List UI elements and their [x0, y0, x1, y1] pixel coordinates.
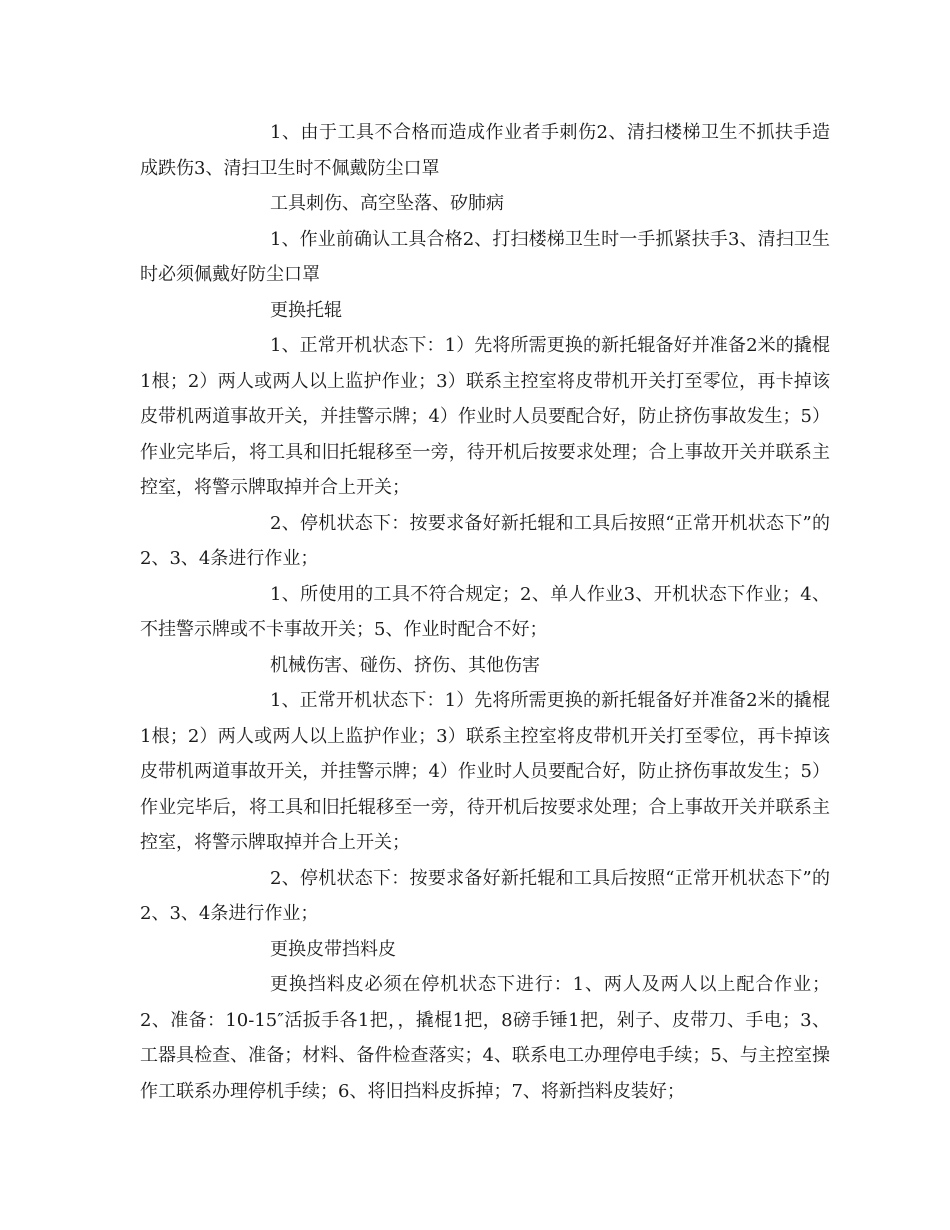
paragraph-running-state-procedure: 1、正常开机状态下：1）先将所需更换的新托辊备好并准备2米的撬棍1根；2）两人或两人以上监护作业；3）联系主控室将皮带机开关打至零位，再卡掉该皮带机两道事故开关，并挂警示牌；4）作业时人员要配合好，防止挤伤事故发生；5）作业完毕后，将工具和旧托辊移至一旁，待开机后按要求处理；合上事故开关并联系主控室，将警示牌取掉并合上开关； — [140, 335, 830, 498]
paragraph-running-state-procedure-repeat: 1、正常开机状态下：1）先将所需更换的新托辊备好并准备2米的撬棍1根；2）两人或两人以上监护作业；3）联系主控室将皮带机开关打至零位，再卡掉该皮带机两道事故开关，并挂警示牌；4）作业时人员要配合好，防止挤伤事故发生；5）作业完毕后，将工具和旧托辊移至一旁，待开机后按要求处理；合上事故开关并联系主控室，将警示牌取掉并合上开关； — [140, 690, 830, 853]
section-heading-replace-skirt-rubber: 更换皮带挡料皮 — [270, 938, 396, 960]
section-heading-replace-roller: 更换托辊 — [270, 299, 342, 321]
paragraph-hazard-types: 工具刺伤、高空坠落、矽肺病 — [270, 193, 504, 214]
paragraph-hazard-causes: 1、由于工具不合格而造成作业者手刺伤2、清扫楼梯卫生不抓扶手造成跌伤3、清扫卫生时不佩戴防尘口罩 — [140, 122, 830, 179]
paragraph-risk-factors: 1、所使用的工具不符合规定；2、单人作业3、开机状态下作业；4、不挂警示牌或不卡事故开关；5、作业时配合不好； — [140, 583, 830, 640]
paragraph-skirt-replacement-steps: 更换挡料皮必须在停机状态下进行：1、两人及两人以上配合作业；2、准备：10-15″活扳手各1把，，撬棍1把，8磅手锤1把，剁子、皮带刀、手电；3、工器具检查、准备；材料、备件检查落实；4、联系电工办理停电手续；5、与主控室操作工联系办理停机手续；6、将旧挡料皮拆掉；7、将新挡料皮装好； — [140, 974, 830, 1102]
paragraph-stopped-state-procedure: 2、停机状态下：按要求备好新托辊和工具后按照“正常开机状态下”的2、3、4条进行作业； — [140, 512, 830, 569]
paragraph-preventive-measures: 1、作业前确认工具合格2、打扫楼梯卫生时一手抓紧扶手3、清扫卫生时必须佩戴好防尘口罩 — [140, 228, 830, 285]
paragraph-injury-types: 机械伤害、碰伤、挤伤、其他伤害 — [270, 654, 540, 676]
paragraph-stopped-state-procedure-repeat: 2、停机状态下：按要求备好新托辊和工具后按照“正常开机状态下”的2、3、4条进行作业； — [140, 867, 830, 924]
document-body — [140, 115, 830, 1109]
